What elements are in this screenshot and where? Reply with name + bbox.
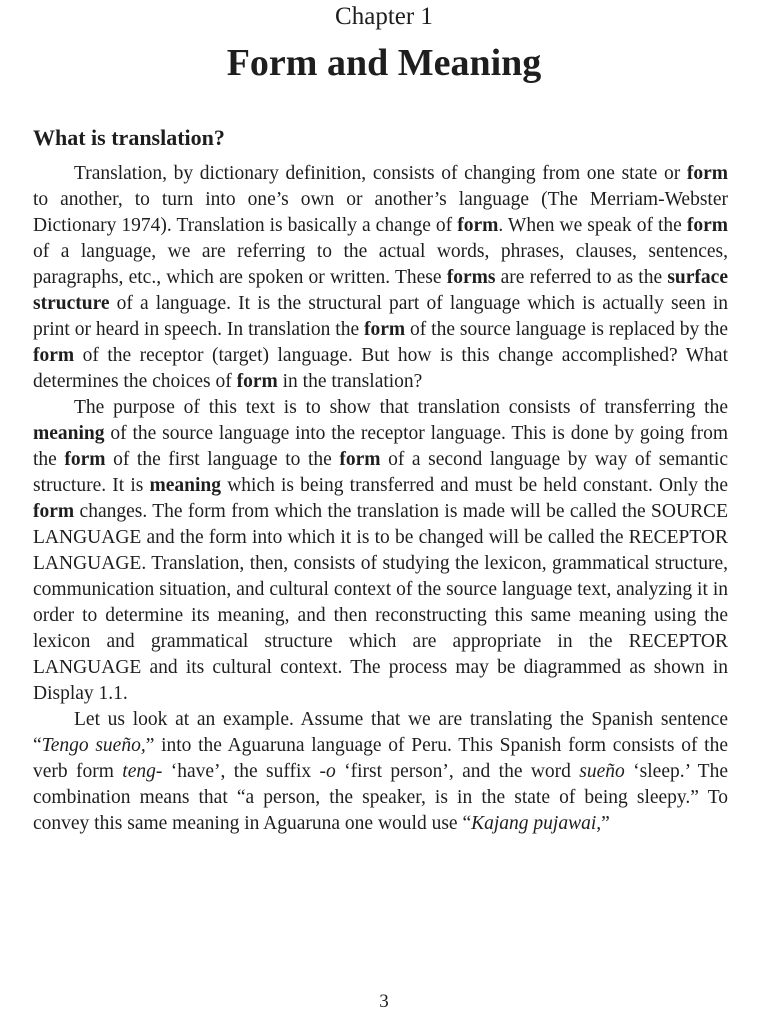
page-number: 3 [379, 991, 389, 1012]
text-run: ” into the Aguaruna language of Peru. This Spanish form consists of the verb form [33, 735, 728, 782]
paragraph [33, 395, 728, 707]
text-run: which is being transferred and must be held constant. Only the [221, 475, 729, 496]
bold-term: meaning [149, 475, 222, 496]
text-run: ‘sleep.’ The combination means that “a person, the speaker, is in the state of being sleepy.” To convey this same meaning in Aguaruna one would use “ [33, 761, 728, 834]
bold-term: form [236, 371, 278, 392]
italic-term: Tengo sueño, [41, 735, 146, 756]
bold-term: form [457, 215, 499, 236]
text-run: changes. The form from which the translation is made will be called the SOURCE LANGUAGE and the form into which it is to be changed will be called the RECEPTOR LANGUAGE. Translation, then, consists of studying the lexicon, grammatical structure, communication situation, and cultural context of the source language text, analyzing it in order to determine its meaning, and then reconstructing this same meaning using the lexicon and grammatical structure which are appropriate in the RECEPTOR LANGUAGE and its cultural context. The process may be diagrammed as shown in Display 1.1. [33, 501, 728, 704]
bold-term: form [686, 163, 728, 184]
italic-term: sueño [579, 761, 625, 782]
bold-term: forms [446, 267, 496, 288]
bold-term: surface structure [33, 267, 728, 314]
section-heading: What is translation? [33, 125, 225, 150]
text-run: of a second language by way of semantic structure. It is [33, 449, 728, 496]
text-run: ‘first person’, and the word [335, 761, 580, 782]
italic-term: Kajang pujawai, [471, 813, 602, 834]
paragraph [33, 707, 728, 837]
text-run: of the source language into the receptor language. This is done by going from the [33, 423, 728, 470]
text-run: ‘have’, the suffix [162, 761, 320, 782]
body-text [33, 161, 728, 837]
text-run: of the receptor (target) language. But how is this change accomplished? What determines the choices of [33, 345, 728, 392]
paragraph [33, 161, 728, 395]
text-run: of a language. It is the structural part of language which is actually seen in print or heard in speech. In translation the [33, 293, 728, 340]
chapter-title: Form and Meaning [226, 42, 542, 84]
bold-term: form [686, 215, 728, 236]
text-run: ” [601, 813, 610, 834]
text-run: are referred to as the [495, 267, 668, 288]
chapter-label: Chapter 1 [335, 3, 433, 30]
italic-term: -o [319, 761, 336, 782]
text-run: of the source language is replaced by the [405, 319, 728, 340]
bold-term: meaning [33, 423, 105, 444]
text-run: Let us look at an example. Assume that we are translating the Spanish sentence “ [33, 709, 728, 756]
bold-term: form [33, 345, 75, 366]
bold-term: form [33, 501, 75, 522]
bold-term: form [339, 449, 381, 470]
text-run: The purpose of this text is to show that translation consists of transferring the [74, 397, 728, 418]
text-run: in the translation? [277, 371, 423, 392]
bold-term: form [64, 449, 106, 470]
bold-term: form [364, 319, 406, 340]
text-run: of a language, we are referring to the actual words, phrases, clauses, sentences, paragraphs, etc., which are spoken or written. These [33, 241, 728, 288]
italic-term: teng- [122, 761, 163, 782]
text-run: Translation, by dictionary definition, consists of changing from one state or [74, 163, 687, 184]
text-run: of the first language to the [105, 449, 340, 470]
text-run: to another, to turn into one’s own or another’s language (The Merriam-Webster Dictionary 1974). Translation is basically a change of [33, 189, 728, 236]
text-run: . When we speak of the [498, 215, 687, 236]
